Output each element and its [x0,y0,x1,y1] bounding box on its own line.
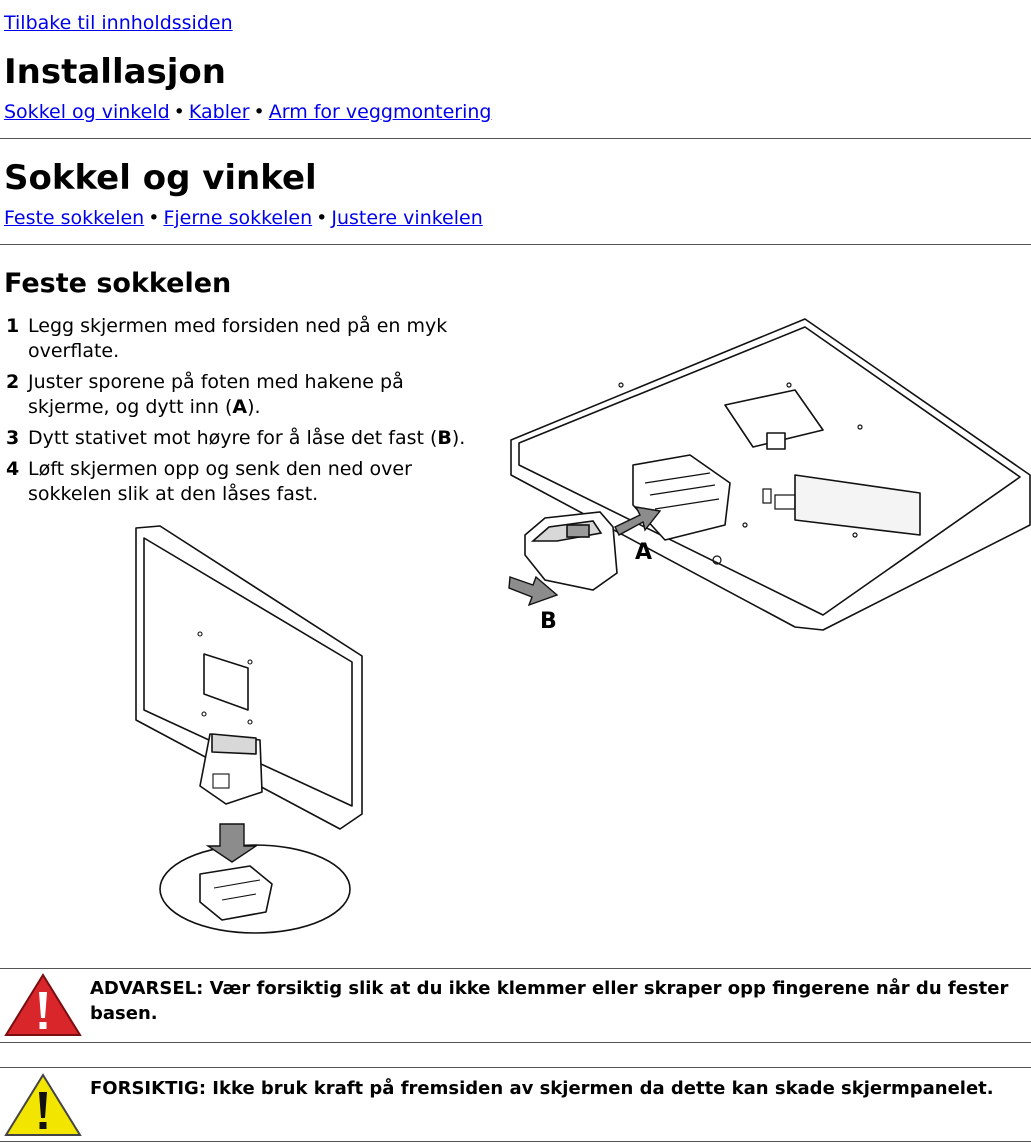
back-to-contents-link[interactable]: Tilbake til innholdssiden [4,12,233,34]
step-text: ). [247,396,261,418]
nav-link-wall-mount[interactable]: Arm for veggmontering [268,101,492,123]
nav-separator: • [253,101,265,123]
label-b: B [540,609,557,634]
nav-link-cables[interactable]: Kabler [188,101,250,123]
divider [0,244,1031,245]
step-item [4,426,484,451]
step-item [4,457,484,507]
divider [0,138,1031,139]
nav-link-attach-base[interactable]: Feste sokkelen [4,207,145,229]
warning-text: ADVARSEL: Vær forsiktig slik at du ikke klemmer eller skraper opp fingerene når du fester basen. [90,978,1009,1024]
nav-separator: • [148,207,160,229]
label-a: A [635,540,653,565]
step-text: Legg skjermen med forsiden ned på en myk overflate. [28,315,448,362]
divider [0,1067,1031,1068]
section-nav [4,207,483,229]
step-number: 3 [6,427,20,449]
step-text: Juster sporene på foten med hakene på skjerme, og dytt inn ( [28,371,404,418]
warning-triangle-red-icon [3,972,83,1038]
divider [0,1141,1031,1142]
monitor-base-illustration [130,524,370,944]
caution-text: FORSIKTIG: Ikke bruk kraft på fremsiden av skjermen da dette kan skade skjermpanelet. [90,1078,994,1099]
step-text: Løft skjermen opp og senk den ned over sokkelen slik at den låses fast. [28,458,412,505]
steps-list [4,314,484,513]
step-item [4,314,484,364]
divider [0,1042,1031,1043]
step-text: Dytt stativet mot høyre for å låse det fast ( [28,427,438,449]
caution-triangle-yellow-icon [3,1072,83,1138]
step-number: 2 [6,371,20,393]
step-label-a: A [232,396,248,418]
step-item [4,370,484,420]
monitor-back-stand-illustration [505,315,1031,635]
step-number: 4 [6,458,20,480]
step-text: ). [451,427,466,449]
section-title: Sokkel og vinkel [4,158,317,198]
nav-separator: • [316,207,328,229]
step-number: 1 [6,315,20,337]
divider [0,968,1031,969]
cable-clip [767,433,785,449]
subsection-title: Feste sokkelen [4,268,232,299]
step-label-b: B [437,427,452,449]
nav-separator: • [173,101,185,123]
nav-link-stand[interactable]: Sokkel og vinkeld [4,101,170,123]
installation-nav [4,101,491,123]
page-title: Installasjon [4,52,226,92]
nav-link-adjust-angle[interactable]: Justere vinkelen [331,207,483,229]
nav-link-remove-base[interactable]: Fjerne sokkelen [163,207,313,229]
